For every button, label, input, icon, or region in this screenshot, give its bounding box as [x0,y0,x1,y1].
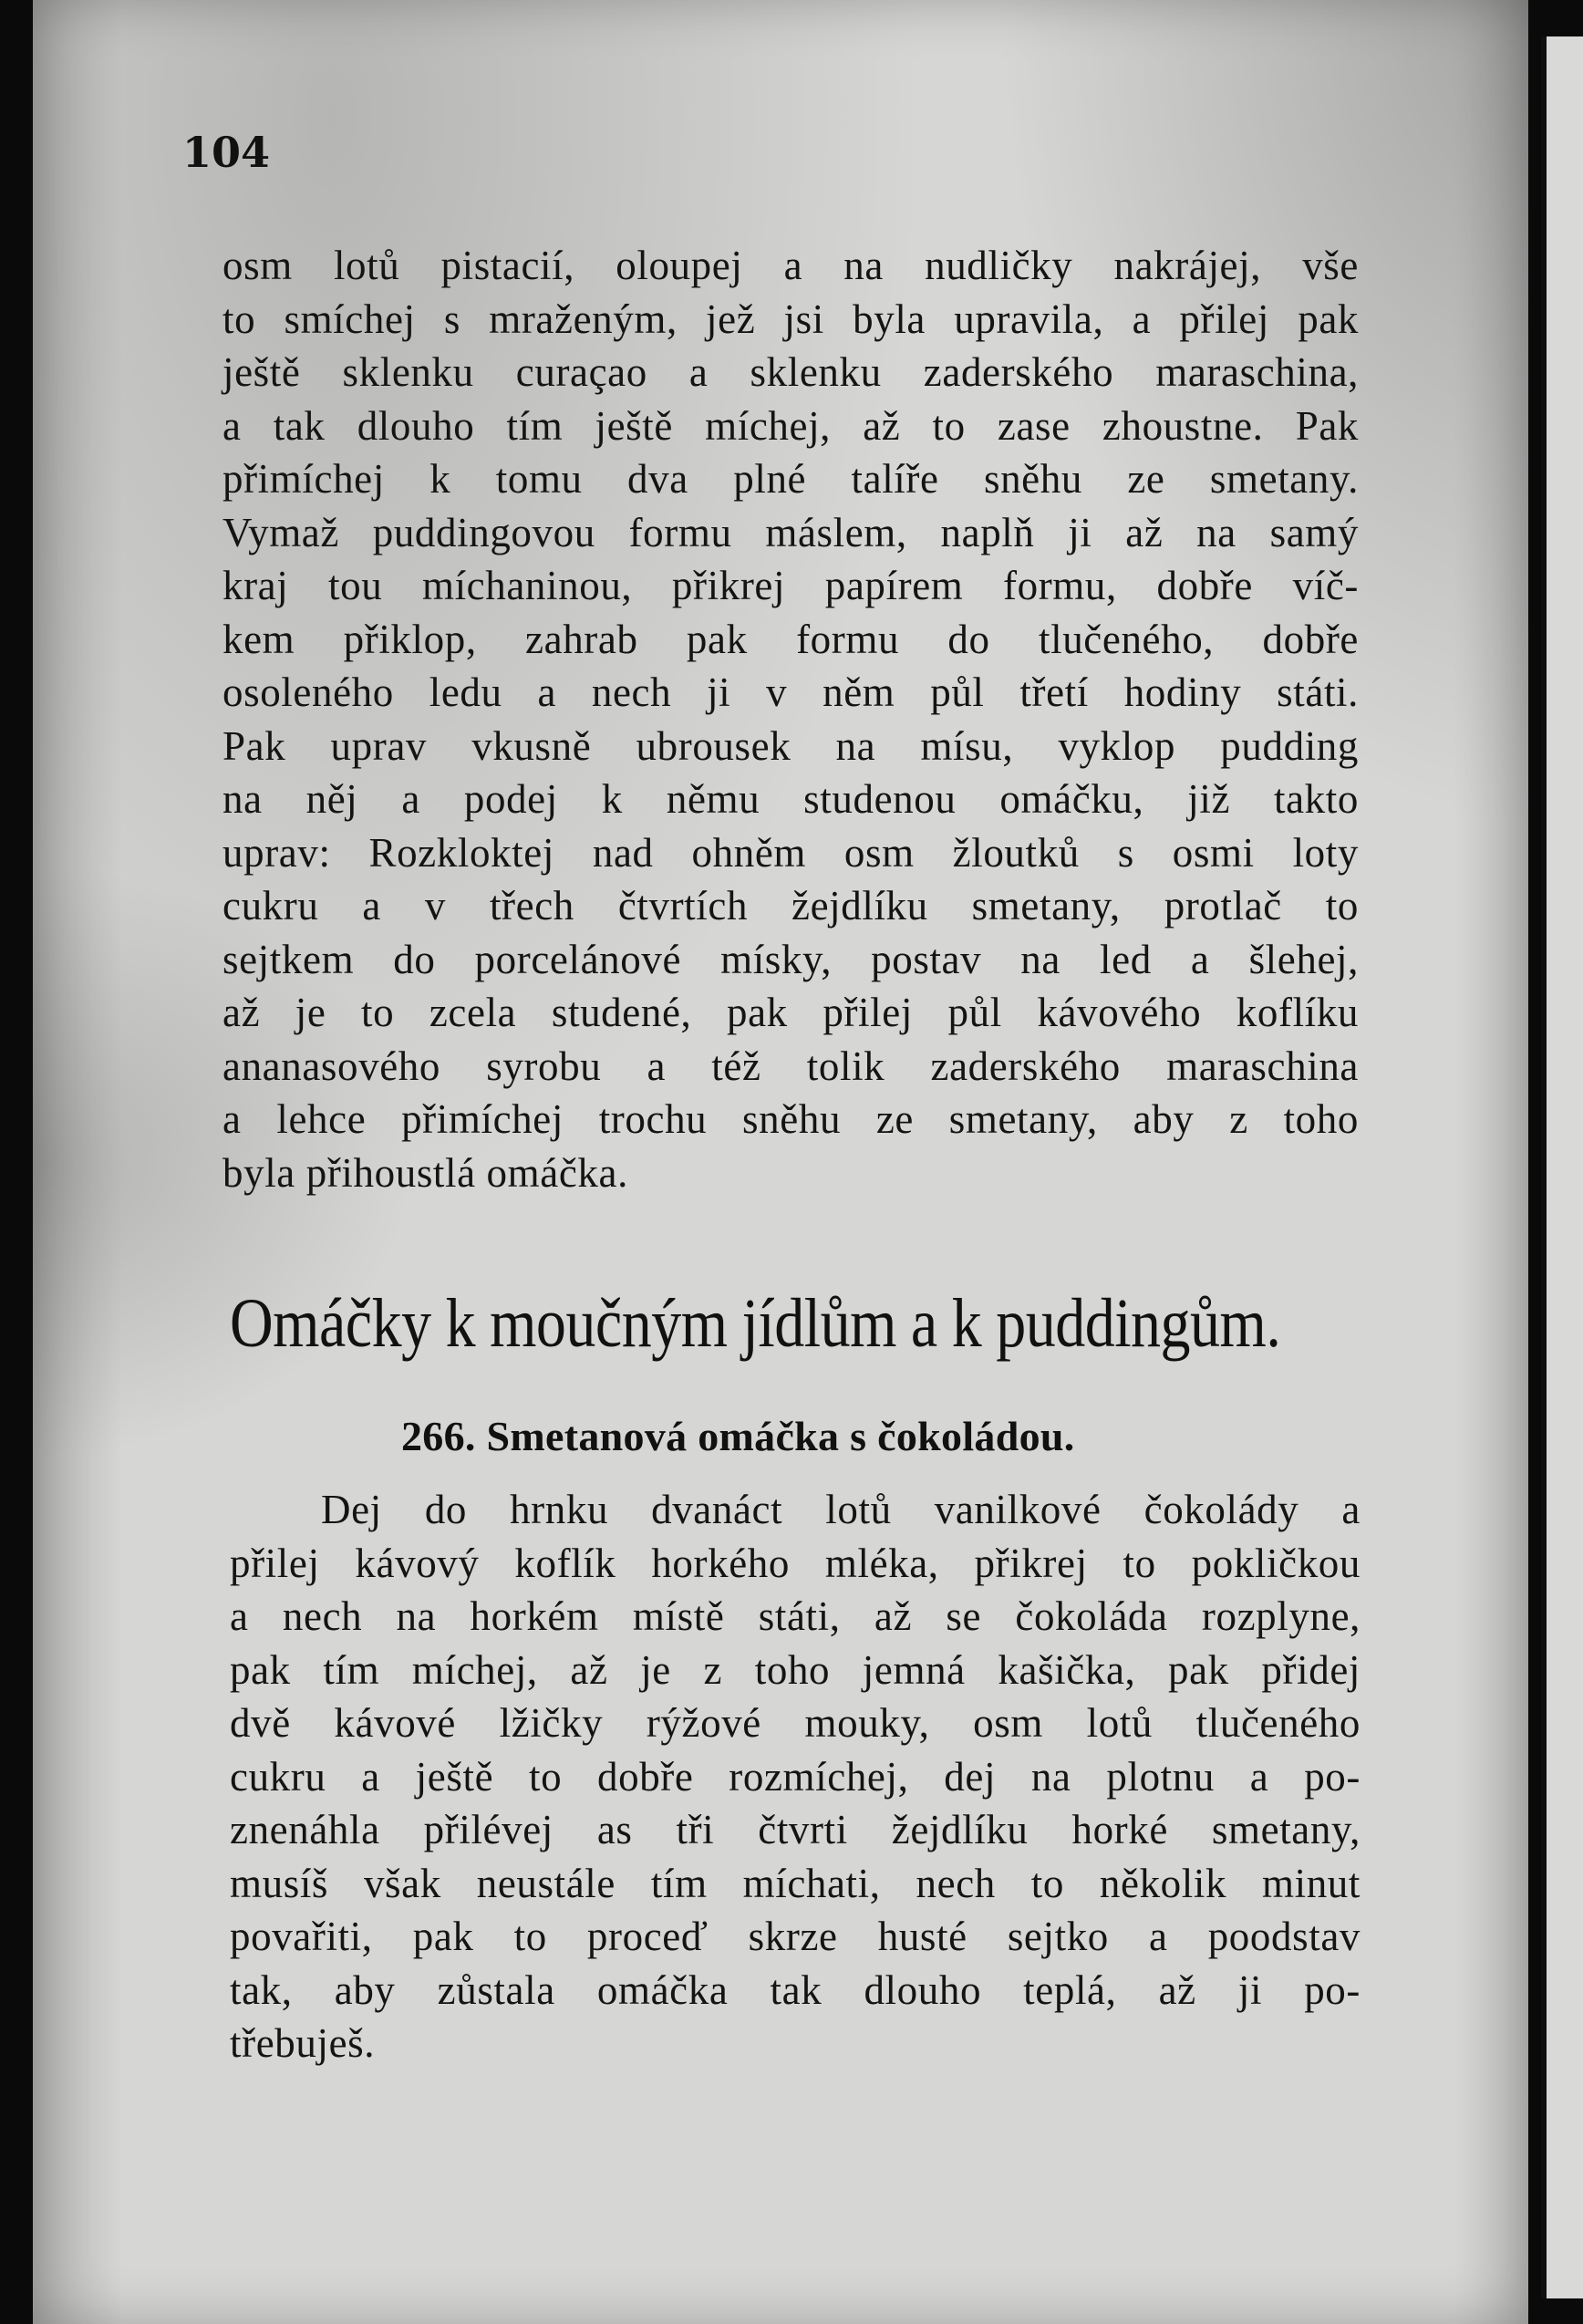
text-line: přimíchej k tomu dva plné talíře sněhu ze smetany. [222,456,1359,502]
text-line: Vymaž puddingovou formu máslem, naplň ji až na samý [222,509,1359,555]
paragraph-1 [222,239,1359,1199]
text-line: a lehce přimíchej trochu sněhu ze smetany, aby z toho [222,1096,1359,1142]
text-line: povařiti, pak to proceď skrze husté sejtko a poodstav [230,1914,1361,1959]
text-line: to smíchej s mraženým, jež jsi byla upravila, a přilej pak [222,296,1359,342]
paragraph-2 [230,1483,1361,2070]
text-line: musíš však neustále tím míchati, nech to několik minut [230,1860,1361,1906]
text-line: až je to zcela studené, pak přilej půl kávového koflíku [222,990,1359,1035]
text-line: znenáhla přilévej as tři čtvrti žejdlíku horké smetany, [230,1807,1361,1852]
next-page-edge [1541,36,1583,2298]
text-line: Dej do hrnku dvanáct lotů vanilkové čokolády a [321,1487,1361,1532]
text-line: kraj tou míchaninou, přikrej papírem formu, dobře víč- [222,563,1359,608]
text-line: cukru a ještě to dobře rozmíchej, dej na plotnu a po- [230,1753,1361,1800]
text-line: tak, aby zůstala omáčka tak dlouho teplá, až ji po- [230,1966,1361,2013]
section-heading: Omáčky k moučným jídlům a k puddingům. [230,1285,1281,1363]
text-line: a tak dlouho tím ještě míchej, až to zase zhoustne. Pak [222,402,1359,449]
text-line: uprav: Rozkloktej nad ohněm osm žloutků s osmi loty [222,829,1359,876]
text-line: osoleného ledu a nech ji v něm půl třetí hodiny státi. [222,669,1359,715]
text-line: osm lotů pistacií, oloupej a na nudličky nakrájej, vše [222,243,1359,288]
text-line: pak tím míchej, až je z toho jemná kašička, pak přidej [230,1646,1361,1693]
recipe-title: 266. Smetanová omáčka s čokoládou. [401,1413,1075,1459]
text-line: dvě kávové lžičky rýžové mouky, osm lotů tlučeného [230,1700,1361,1746]
text-line: a nech na horkém místě státi, až se čokoláda rozplyne, [230,1593,1361,1639]
text-line: kem přiklop, zahrab pak formu do tlučeného, dobře [222,616,1359,662]
text-line: Pak uprav vkusně ubrousek na mísu, vyklop pudding [222,722,1359,769]
text-line: byla přihoustlá omáčka. [222,1149,628,1196]
text-line: sejtkem do porcelánové mísky, postav na led a šlehej, [222,936,1359,982]
page-number: 104 [182,128,271,177]
text-line: na něj a podej k němu studenou omáčku, již takto [222,776,1359,822]
text-line: třebuješ. [230,2020,376,2066]
text-line: cukru a v třech čtvrtích žejdlíku smetany, protlač to [222,883,1359,929]
text-line: ještě sklenku curaçao a sklenku zaderského maraschina, [222,349,1359,395]
text-line: přilej kávový koflík horkého mléka, přikrej to pokličkou [230,1540,1361,1586]
text-line: ananasového syrobu a též tolik zaderského maraschina [222,1043,1359,1089]
